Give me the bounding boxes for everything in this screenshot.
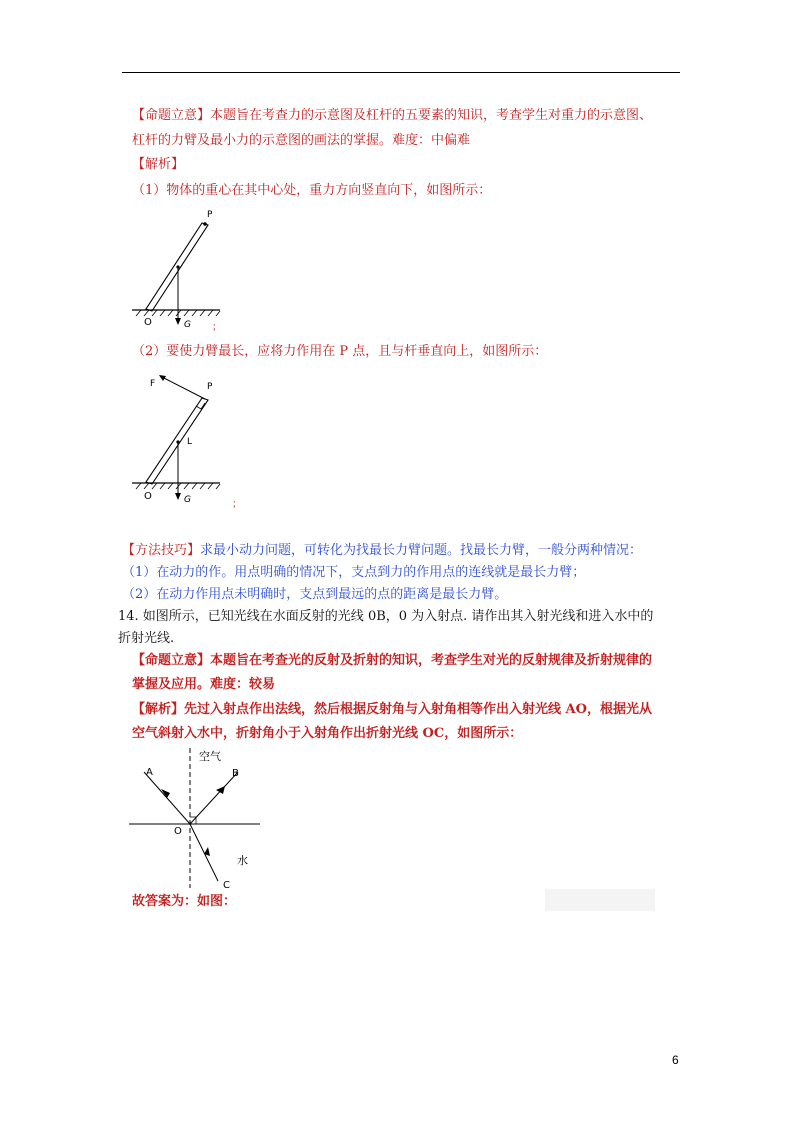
q14-intent-line1: 【命题立意】本题旨在考查光的反射及折射的知识，考查学生对光的反射规律及折射规律的 <box>132 653 653 668</box>
label-water: 水 <box>237 854 248 867</box>
method-point2: （2）在动力作用点未明确时，支点到最远的点的距离是最长力臂。 <box>122 587 508 602</box>
q14-intent-tag: 【命题立意】 <box>132 653 211 668</box>
fig1-trailing: ； <box>212 322 222 333</box>
faded-scan-patch <box>545 889 655 911</box>
label-air: 空气 <box>199 750 221 763</box>
q14-analysis-tag: 【解析】 <box>132 702 185 717</box>
page-number: 6 <box>672 1053 679 1067</box>
refracted-ray-oc <box>190 824 218 881</box>
lever-min-force-figure <box>128 366 228 506</box>
reflected-ray-ob <box>190 772 238 824</box>
q13-analysis-tag: 【解析】 <box>132 157 185 172</box>
force-f-arrow <box>160 376 205 399</box>
label-o: O <box>144 317 152 328</box>
label-o: O <box>174 826 182 837</box>
q13-intent-line1: 【命题立意】本题旨在考查力的示意图及杠杆的五要素的知识，考查学生对重力的示意图、 <box>132 108 653 123</box>
label-a: A <box>146 767 153 778</box>
label-o: O <box>144 491 152 502</box>
lever-gravity-figure <box>128 203 228 338</box>
method-tag: 【方法技巧】 <box>122 543 201 558</box>
label-p: P <box>207 382 213 392</box>
q14-answer: 故答案为：如图： <box>132 894 237 909</box>
q14-analysis-line2: 空气斜射入水中，折射角小于入射角作出折射光线 OC，如图所示： <box>132 726 523 741</box>
point-p-dot <box>203 222 207 226</box>
q14-intent-line2: 掌握及应用。难度：较易 <box>132 677 276 692</box>
q14-question-line2: 折射光线. <box>118 631 175 646</box>
light-refraction-figure <box>126 746 266 896</box>
header-rule <box>122 72 680 73</box>
label-c: C <box>223 880 230 891</box>
q13-intent-line2: 杠杆的力臂及最小力的示意图的画法的掌握。难度：中偏难 <box>132 133 471 148</box>
label-g: G <box>184 495 191 505</box>
label-g: G <box>184 320 191 330</box>
label-l: L <box>187 437 193 447</box>
q14-analysis-line1: 【解析】先过入射点作出法线，然后根据反射角与入射角相等作出入射光线 AO，根据光从 <box>132 702 652 717</box>
label-b: B <box>232 768 239 779</box>
q14-question-line1: 14. 如图所示，已知光线在水面反射的光线 0B，0 为入射点. 请作出其入射光线和进入水中的 <box>118 609 654 624</box>
q13-intent-tag: 【命题立意】 <box>132 108 211 123</box>
method-line: 【方法技巧】求最小动力问题，可转化为找最长力臂问题。找最长力臂，一般分两种情况： <box>122 543 643 558</box>
label-p: P <box>207 210 213 220</box>
q13-step2: （2）要使力臂最长，应将力作用在 P 点，且与杆垂直向上，如图所示： <box>132 344 548 359</box>
fig2-trailing: ； <box>232 499 242 510</box>
q13-step1: （1）物体的重心在其中心处，重力方向竖直向下，如图所示： <box>132 183 492 198</box>
method-point1: （1）在动力的作。用点明确的情况下，支点到力的作用点的连线就是最长力臂； <box>122 565 586 580</box>
label-f: F <box>150 379 156 389</box>
